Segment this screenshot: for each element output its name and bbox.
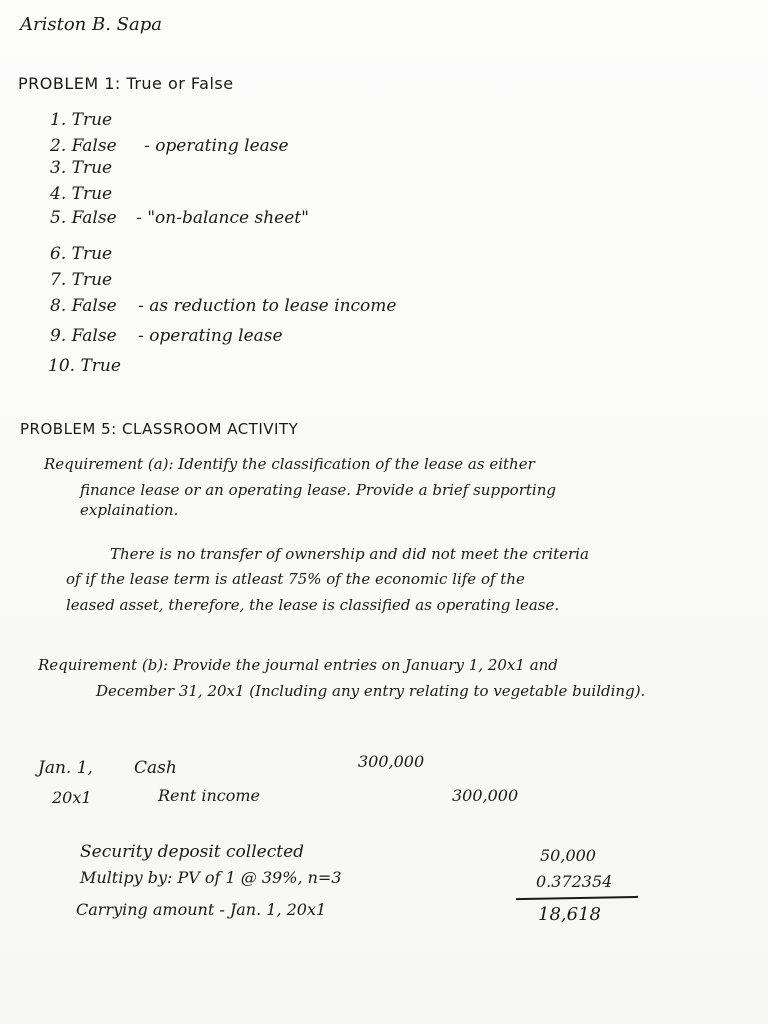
answer-a-line: of if the lease term is atleast 75% of the economic life of the <box>66 570 525 588</box>
answer-item: 1. True <box>50 110 113 130</box>
answer-item: 10. True <box>48 356 121 376</box>
computation-label: Multipy by: PV of 1 @ 39%, n=3 <box>80 868 342 887</box>
answer-item: 3. True <box>50 158 113 178</box>
problem1-title: PROBLEM 1: True or False <box>18 74 234 93</box>
answer-a-line: leased asset, therefore, the lease is classified as operating lease. <box>66 596 560 614</box>
answer-item: 5. False - "on-balance sheet" <box>50 208 309 228</box>
author-name: Ariston B. Sapa <box>20 14 162 35</box>
answer-item: 4. True <box>50 184 113 204</box>
answer-item: 6. True <box>50 244 113 264</box>
debit-amount: 300,000 <box>358 752 425 771</box>
computation-value: 0.372354 <box>536 872 613 891</box>
requirement-a-line: explaination. <box>80 501 179 519</box>
credit-account: Rent income <box>158 786 260 805</box>
requirement-b-line: Requirement (b): Provide the journal entries on January 1, 20x1 and <box>38 656 558 674</box>
journal-date: Jan. 1, <box>38 758 93 778</box>
computation-label: Security deposit collected <box>80 842 305 862</box>
computation-total: 18,618 <box>538 904 601 925</box>
requirement-a-line: finance lease or an operating lease. Provide a brief supporting <box>80 481 556 499</box>
debit-account: Cash <box>134 758 177 778</box>
problem5-title: PROBLEM 5: CLASSROOM ACTIVITY <box>20 420 299 438</box>
answer-a-line: There is no transfer of ownership and did not meet the criteria <box>110 545 589 563</box>
answer-item: 8. False - as reduction to lease income <box>50 296 397 316</box>
credit-amount: 300,000 <box>452 786 519 805</box>
requirement-b-line: December 31, 20x1 (Including any entry relating to vegetable building). <box>96 682 646 700</box>
answer-item: 7. True <box>50 270 113 290</box>
journal-year: 20x1 <box>52 788 92 807</box>
total-underline <box>516 896 638 900</box>
requirement-a-line: Requirement (a): Identify the classification of the lease as either <box>44 455 535 473</box>
computation-value: 50,000 <box>540 846 596 865</box>
computation-label: Carrying amount - Jan. 1, 20x1 <box>76 900 327 919</box>
answer-item: 2. False - operating lease <box>50 136 289 156</box>
answer-item: 9. False - operating lease <box>50 326 283 346</box>
